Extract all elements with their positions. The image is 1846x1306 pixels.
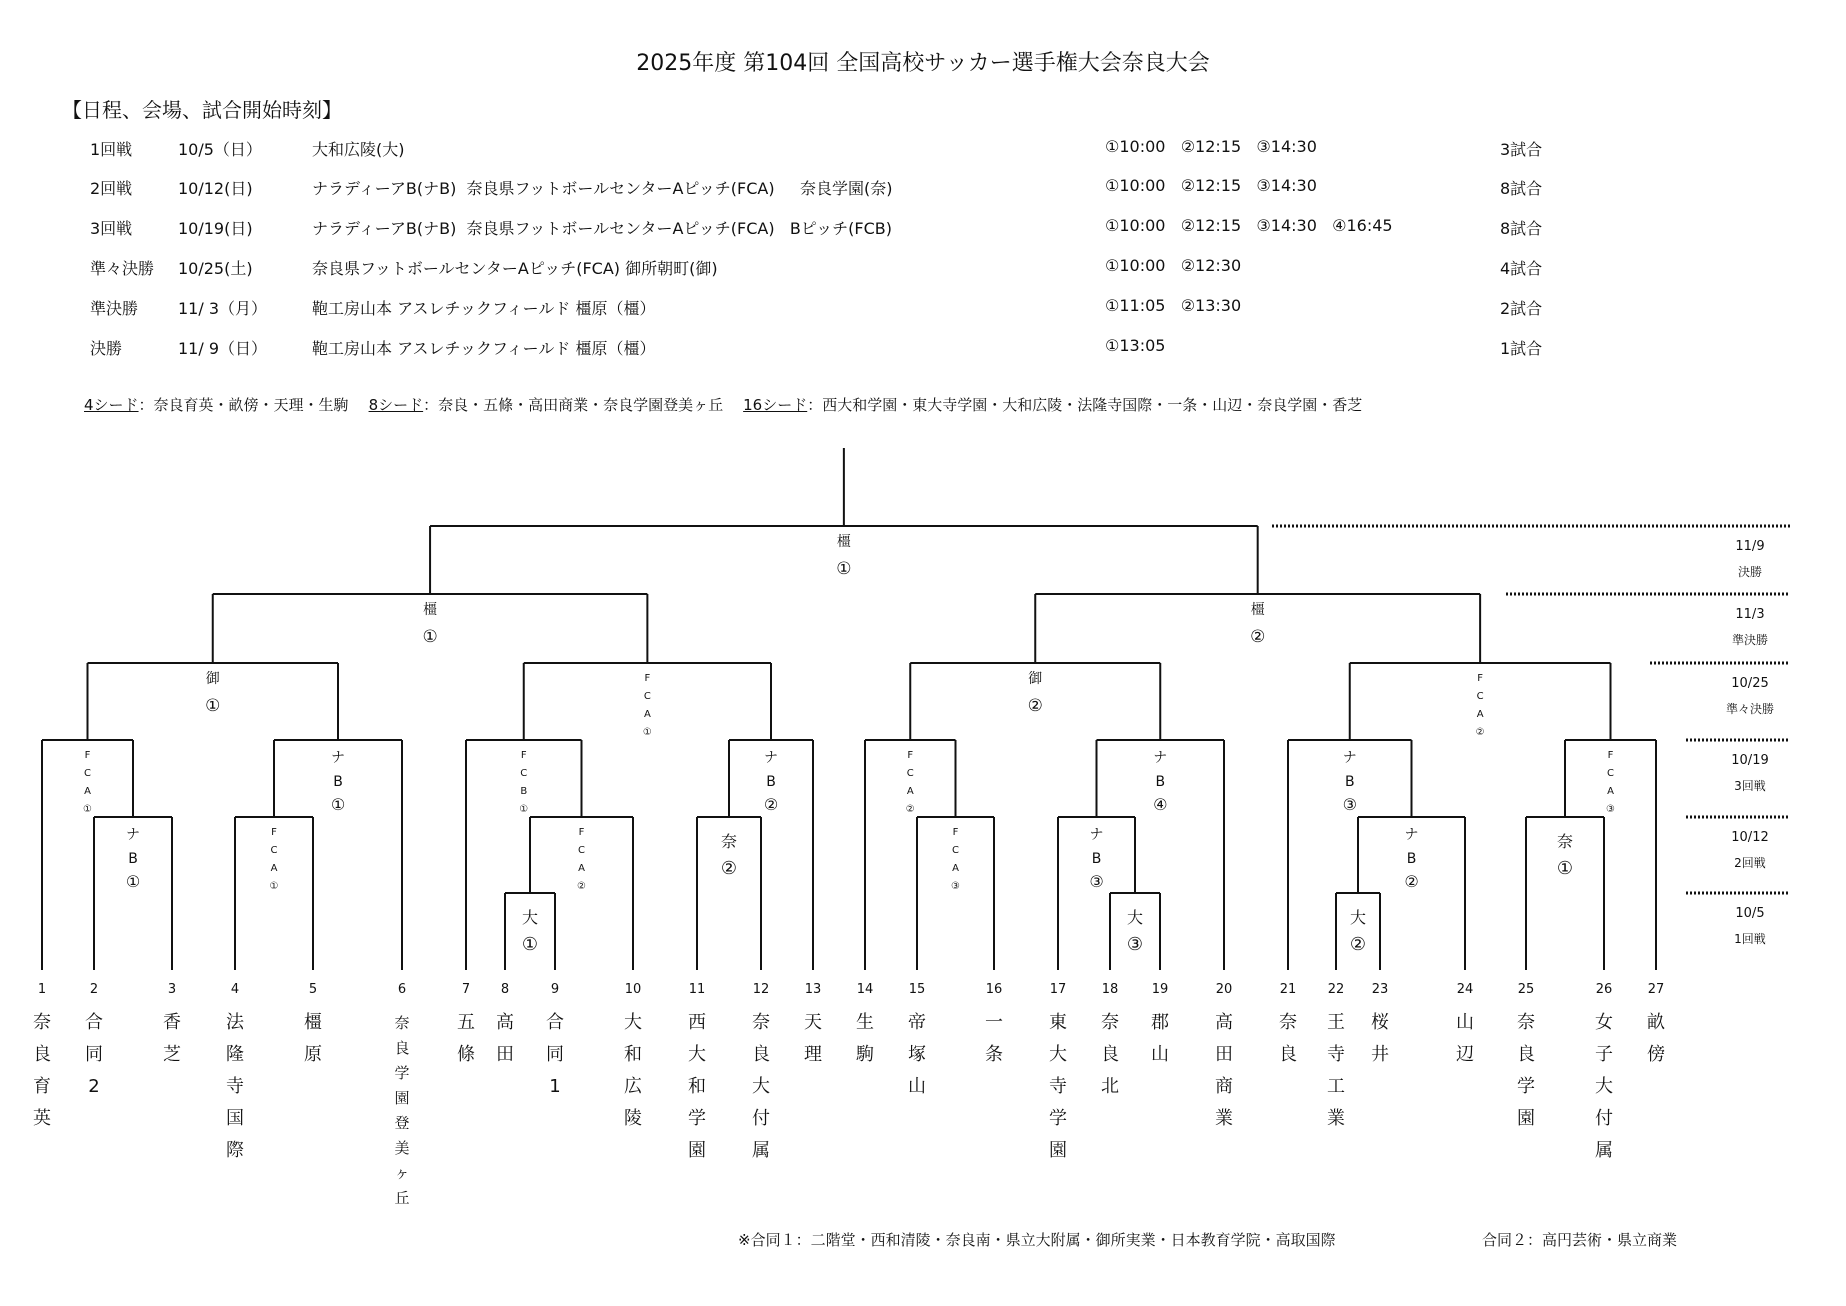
team-name-char: 高	[1215, 1012, 1233, 1033]
match-venue: 橿	[1250, 602, 1265, 618]
match-venue-char: C	[520, 768, 528, 779]
team-name-char: 駒	[856, 1044, 874, 1065]
team-name-char: 学	[1049, 1108, 1067, 1129]
team-name-char: ヶ	[394, 1164, 410, 1182]
round-name: 2回戦	[90, 179, 133, 198]
team-number: 6	[397, 982, 407, 997]
team-name-char: 同	[546, 1044, 564, 1065]
match-number: ②	[1250, 627, 1266, 647]
team-name-char: 奈	[752, 1012, 770, 1033]
match-venue-char: ナ	[331, 750, 345, 766]
team-name-char: 広	[624, 1076, 642, 1097]
match-number: ①	[330, 795, 346, 814]
team-number: 8	[500, 982, 510, 997]
team-number: 21	[1279, 982, 1297, 997]
round-venue: 奈良県フットボールセンターAピッチ(FCA) 御所朝町(御)	[312, 259, 718, 278]
team-name-char: 王	[1327, 1012, 1345, 1033]
schedule-heading: 【日程、会場、試合開始時刻】	[62, 98, 342, 122]
team-name-char: 同	[85, 1044, 103, 1065]
match-venue-char: ナ	[1342, 750, 1357, 766]
round-name-label: 決勝	[1737, 565, 1763, 579]
team-number: 9	[550, 982, 560, 997]
team-name-char: 子	[1595, 1044, 1613, 1065]
round-games: 2試合	[1500, 299, 1543, 318]
team-name-char: 良	[394, 1039, 410, 1057]
team-name-char: 高	[496, 1012, 514, 1033]
match-venue-char: B	[766, 774, 776, 790]
match-venue-char: C	[1607, 768, 1614, 779]
round-times: ①10:00 ②12:15 ③14:30	[1105, 176, 1317, 195]
match-venue: 御	[205, 671, 220, 687]
team-name-char: 際	[226, 1140, 244, 1161]
match-venue-char: C	[578, 845, 585, 856]
team-name-char: 一	[985, 1012, 1003, 1033]
match-venue-char: F	[907, 750, 914, 761]
team-name-char: 業	[1215, 1108, 1233, 1129]
match-number: ①	[269, 881, 279, 892]
match-number: ①	[519, 804, 529, 815]
team-name-char: 工	[1327, 1076, 1345, 1097]
team-name-char: 1	[549, 1076, 561, 1097]
round-games: 1試合	[1500, 339, 1543, 358]
match-venue: 大	[1349, 908, 1367, 927]
round-times: ①10:00 ②12:30	[1105, 256, 1242, 275]
team-number: 22	[1327, 982, 1345, 997]
team-name-char: 2	[88, 1076, 100, 1097]
match-number: ②	[1475, 727, 1485, 738]
match-number: ②	[1027, 696, 1043, 716]
team-name-char: 大	[1595, 1076, 1613, 1097]
match-venue-char: A	[906, 786, 914, 797]
team-number: 19	[1151, 982, 1169, 997]
match-venue-char: C	[643, 691, 651, 702]
team-number: 20	[1215, 982, 1233, 997]
match-venue: 大	[521, 908, 539, 927]
team-number: 18	[1101, 982, 1119, 997]
team-name-char: 女	[1595, 1012, 1613, 1033]
match-venue-char: B	[128, 851, 138, 867]
team-number: 11	[688, 982, 706, 997]
match-number: ③	[951, 881, 960, 892]
match-venue: 奈	[1556, 832, 1574, 851]
team-name-char: 商	[1215, 1076, 1233, 1097]
team-number: 26	[1595, 982, 1613, 997]
team-number: 5	[308, 982, 318, 997]
match-venue-char: F	[1607, 750, 1614, 761]
team-name-char: 原	[304, 1044, 322, 1065]
team-name-char: 奈	[33, 1012, 51, 1033]
round-date: 10/19(日)	[178, 219, 253, 238]
round-date: 10/5（日）	[178, 140, 262, 159]
team-name-char: 山	[908, 1076, 926, 1097]
team-number: 2	[89, 982, 99, 997]
round-name-label: 3回戦	[1734, 779, 1766, 793]
team-name-char: 山	[1456, 1012, 1474, 1033]
team-name-char: 井	[1371, 1044, 1389, 1065]
team-name-char: 和	[688, 1076, 706, 1097]
team-name-char: 条	[985, 1044, 1003, 1065]
round-times: ①13:05	[1105, 336, 1166, 355]
team-number: 27	[1647, 982, 1665, 997]
team-number: 14	[856, 982, 874, 997]
team-number: 4	[230, 982, 240, 997]
team-name-char: 園	[688, 1140, 706, 1161]
match-venue-char: F	[271, 827, 277, 838]
team-name-char: 登	[394, 1114, 410, 1132]
round-venue: ナラディーアB(ナB) 奈良県フットボールセンターAピッチ(FCA) Bピッチ(FCB)	[312, 219, 892, 238]
team-name-char: 美	[394, 1139, 410, 1157]
team-number: 15	[908, 982, 926, 997]
match-number: ②	[720, 858, 738, 879]
team-name-char: 良	[33, 1044, 51, 1065]
round-date-label: 10/12	[1731, 830, 1769, 845]
team-name-char: 理	[804, 1044, 822, 1065]
seed-8-label: 8シード	[368, 396, 424, 414]
round-games: 4試合	[1500, 259, 1543, 278]
team-name-char: 良	[752, 1044, 770, 1065]
page-title: 2025年度 第104回 全国高校サッカー選手権大会奈良大会	[636, 51, 1210, 76]
round-games: 8試合	[1500, 219, 1543, 238]
team-name-char: 良	[1517, 1044, 1535, 1065]
match-venue-char: F	[84, 750, 91, 761]
team-name-char: 塚	[908, 1044, 926, 1065]
match-number: ①	[642, 727, 652, 738]
team-name-char: 奈	[394, 1014, 410, 1032]
team-name-char: 芝	[163, 1044, 181, 1065]
team-name-char: 西	[688, 1012, 706, 1033]
team-name-char: 寺	[1327, 1044, 1345, 1065]
team-name-char: 良	[1101, 1044, 1119, 1065]
match-number: ①	[125, 872, 141, 891]
team-name-char: 寺	[1049, 1076, 1067, 1097]
round-date-label: 11/3	[1735, 607, 1765, 622]
match-number: ①	[205, 696, 221, 716]
match-number: ④	[1153, 795, 1168, 814]
team-number: 16	[985, 982, 1003, 997]
match-venue: 奈	[720, 832, 738, 851]
match-venue: 橿	[423, 602, 438, 618]
round-times: ①10:00 ②12:15 ③14:30	[1105, 137, 1317, 156]
match-number: ①	[521, 934, 539, 955]
round-name: 3回戦	[90, 219, 133, 238]
match-number: ①	[1556, 858, 1574, 879]
round-name-label: 2回戦	[1734, 856, 1766, 870]
team-name-char: 山	[1151, 1044, 1169, 1065]
team-name-char: 生	[856, 1012, 874, 1033]
round-name: 準決勝	[90, 299, 139, 318]
match-venue-char: F	[1477, 673, 1484, 684]
match-number: ②	[1404, 872, 1419, 891]
match-venue: 橿	[836, 534, 851, 550]
match-venue: 大	[1126, 908, 1144, 927]
team-name-char: 学	[394, 1064, 410, 1082]
team-name-char: 橿	[304, 1012, 322, 1033]
round-name-label: 準決勝	[1731, 633, 1769, 647]
match-venue-char: A	[270, 863, 278, 874]
seed-8-teams: ：奈良・五條・高田商業・奈良学園登美ヶ丘	[423, 396, 724, 414]
team-name-char: 属	[752, 1140, 770, 1161]
round-date-label: 10/19	[1731, 753, 1769, 768]
team-name-char: 郡	[1151, 1012, 1169, 1033]
round-date: 10/25(土)	[178, 259, 253, 278]
team-name-char: 付	[752, 1108, 770, 1129]
match-venue-char: ナ	[1404, 827, 1419, 843]
match-number: ①	[83, 804, 92, 815]
round-name-label: 準々決勝	[1725, 702, 1775, 716]
team-name-char: 付	[1595, 1108, 1613, 1129]
match-venue-char: C	[952, 845, 959, 856]
team-name-char: 寺	[226, 1076, 244, 1097]
team-name-char: 園	[394, 1089, 410, 1107]
team-number: 3	[167, 982, 177, 997]
match-venue-char: C	[84, 768, 91, 779]
team-name-char: 学	[1517, 1076, 1535, 1097]
seed-16-label: 16シード	[743, 396, 808, 414]
match-venue-char: F	[578, 827, 585, 838]
match-venue-char: B	[520, 786, 528, 797]
team-name-char: 傍	[1647, 1044, 1665, 1065]
round-times: ①11:05 ②13:30	[1105, 296, 1242, 315]
match-venue-char: ナ	[1089, 827, 1104, 843]
team-number: 12	[752, 982, 770, 997]
round-name: 決勝	[90, 339, 123, 358]
team-name-char: 丘	[394, 1189, 410, 1207]
match-venue-char: C	[1476, 691, 1484, 702]
match-venue-char: C	[906, 768, 914, 779]
round-date-label: 11/9	[1735, 539, 1765, 554]
team-name-char: 合	[85, 1012, 103, 1033]
match-venue-char: B	[1091, 851, 1102, 867]
team-name-char: 業	[1327, 1108, 1345, 1129]
match-venue-char: F	[520, 750, 527, 761]
match-venue-char: ナ	[1153, 750, 1168, 766]
team-name-char: 五	[457, 1012, 475, 1033]
team-name-char: 園	[1049, 1140, 1067, 1161]
round-name: 1回戦	[90, 140, 133, 159]
team-name-char: 良	[1279, 1044, 1297, 1065]
match-number: ②	[577, 881, 586, 892]
round-date-label: 10/25	[1731, 676, 1769, 691]
team-name-char: 属	[1595, 1140, 1613, 1161]
team-name-char: 東	[1049, 1012, 1067, 1033]
team-name-char: 奈	[1517, 1012, 1535, 1033]
team-name-char: 合	[546, 1012, 564, 1033]
team-number: 25	[1517, 982, 1535, 997]
match-number: ③	[1606, 804, 1615, 815]
team-name-char: 桜	[1371, 1012, 1389, 1033]
match-number: ①	[836, 559, 852, 579]
team-name-char: 育	[33, 1076, 51, 1097]
team-name-char: 大	[688, 1044, 706, 1065]
seed-4-label: 4シード	[84, 396, 139, 414]
team-name-char: 田	[496, 1044, 514, 1065]
match-venue: 御	[1028, 671, 1043, 687]
round-times: ①10:00 ②12:15 ③14:30 ④16:45	[1105, 216, 1393, 235]
round-date: 10/12(日)	[178, 179, 253, 198]
round-venue: 鞄工房山本 アスレチックフィールド 橿原（橿）	[312, 299, 656, 318]
team-number: 24	[1456, 982, 1474, 997]
match-venue-char: ナ	[126, 827, 140, 843]
round-date-label: 10/5	[1735, 906, 1765, 921]
match-venue-char: A	[578, 863, 585, 874]
team-name-char: 北	[1101, 1076, 1119, 1097]
team-name-char: 隆	[226, 1044, 244, 1065]
match-venue-char: B	[1406, 851, 1417, 867]
team-name-char: 大	[1049, 1044, 1067, 1065]
team-number: 10	[624, 982, 642, 997]
team-number: 17	[1049, 982, 1067, 997]
match-venue-char: B	[1155, 774, 1166, 790]
team-name-char: 大	[624, 1012, 642, 1033]
match-number: ②	[905, 804, 915, 815]
match-venue-char: A	[1607, 786, 1614, 797]
round-games: 8試合	[1500, 179, 1543, 198]
team-number: 7	[461, 982, 471, 997]
match-number: ③	[1126, 934, 1144, 955]
round-venue: ナラディーアB(ナB) 奈良県フットボールセンターAピッチ(FCA) 奈良学園(奈)	[312, 179, 893, 198]
team-name-char: 奈	[1101, 1012, 1119, 1033]
match-number: ②	[1349, 934, 1367, 955]
match-number: ②	[763, 795, 779, 814]
team-name-char: 田	[1215, 1044, 1233, 1065]
team-name-char: 帝	[908, 1012, 926, 1033]
match-venue-char: B	[333, 774, 343, 790]
round-name: 準々決勝	[90, 259, 155, 278]
match-venue-char: A	[1476, 709, 1484, 720]
round-games: 3試合	[1500, 140, 1543, 159]
match-venue-char: F	[644, 673, 651, 684]
team-number: 13	[804, 982, 822, 997]
match-venue-char: F	[952, 827, 959, 838]
team-name-char: 奈	[1279, 1012, 1297, 1033]
team-name-char: 條	[457, 1044, 475, 1065]
team-name-char: 法	[226, 1012, 244, 1033]
team-name-char: 英	[33, 1108, 51, 1129]
round-venue: 大和広陵(大)	[312, 140, 405, 159]
team-name-char: 和	[624, 1044, 642, 1065]
team-name-char: 天	[804, 1012, 822, 1033]
team-name-char: 学	[688, 1108, 706, 1129]
team-name-char: 香	[163, 1012, 181, 1033]
team-name-char: 辺	[1456, 1044, 1474, 1065]
match-venue-char: A	[952, 863, 959, 874]
team-number: 23	[1371, 982, 1389, 997]
match-venue-char: B	[1344, 774, 1355, 790]
match-venue-char: A	[643, 709, 651, 720]
team-name-char: 大	[752, 1076, 770, 1097]
match-venue-char: C	[270, 845, 278, 856]
round-date: 11/ 3（月）	[178, 299, 268, 318]
round-name-label: 1回戦	[1734, 932, 1766, 946]
team-name-char: 畝	[1647, 1012, 1665, 1033]
match-number: ③	[1342, 795, 1357, 814]
seed-16-teams: ：西大和学園・東大寺学園・大和広陵・法隆寺国際・一条・山辺・奈良学園・香芝	[807, 396, 1363, 414]
team-name-char: 陵	[624, 1108, 642, 1129]
team-number: 1	[37, 982, 47, 997]
round-date: 11/ 9（日）	[178, 339, 268, 358]
team-name-char: 園	[1517, 1108, 1535, 1129]
match-number: ③	[1089, 872, 1104, 891]
seed-4-teams: ：奈良育英・畝傍・天理・生駒	[138, 396, 349, 414]
team-name-char: 国	[226, 1108, 244, 1129]
match-venue-char: A	[84, 786, 91, 797]
match-number: ①	[422, 627, 438, 647]
joint-team-1-note: ※合同１：二階堂・西和清陵・奈良南・県立大附属・御所実業・日本教育学院・高取国際	[738, 1231, 1336, 1249]
match-venue-char: ナ	[764, 750, 778, 766]
round-venue: 鞄工房山本 アスレチックフィールド 橿原（橿）	[312, 339, 656, 358]
joint-team-2-note: 合同２：高円芸術・県立商業	[1482, 1231, 1678, 1249]
